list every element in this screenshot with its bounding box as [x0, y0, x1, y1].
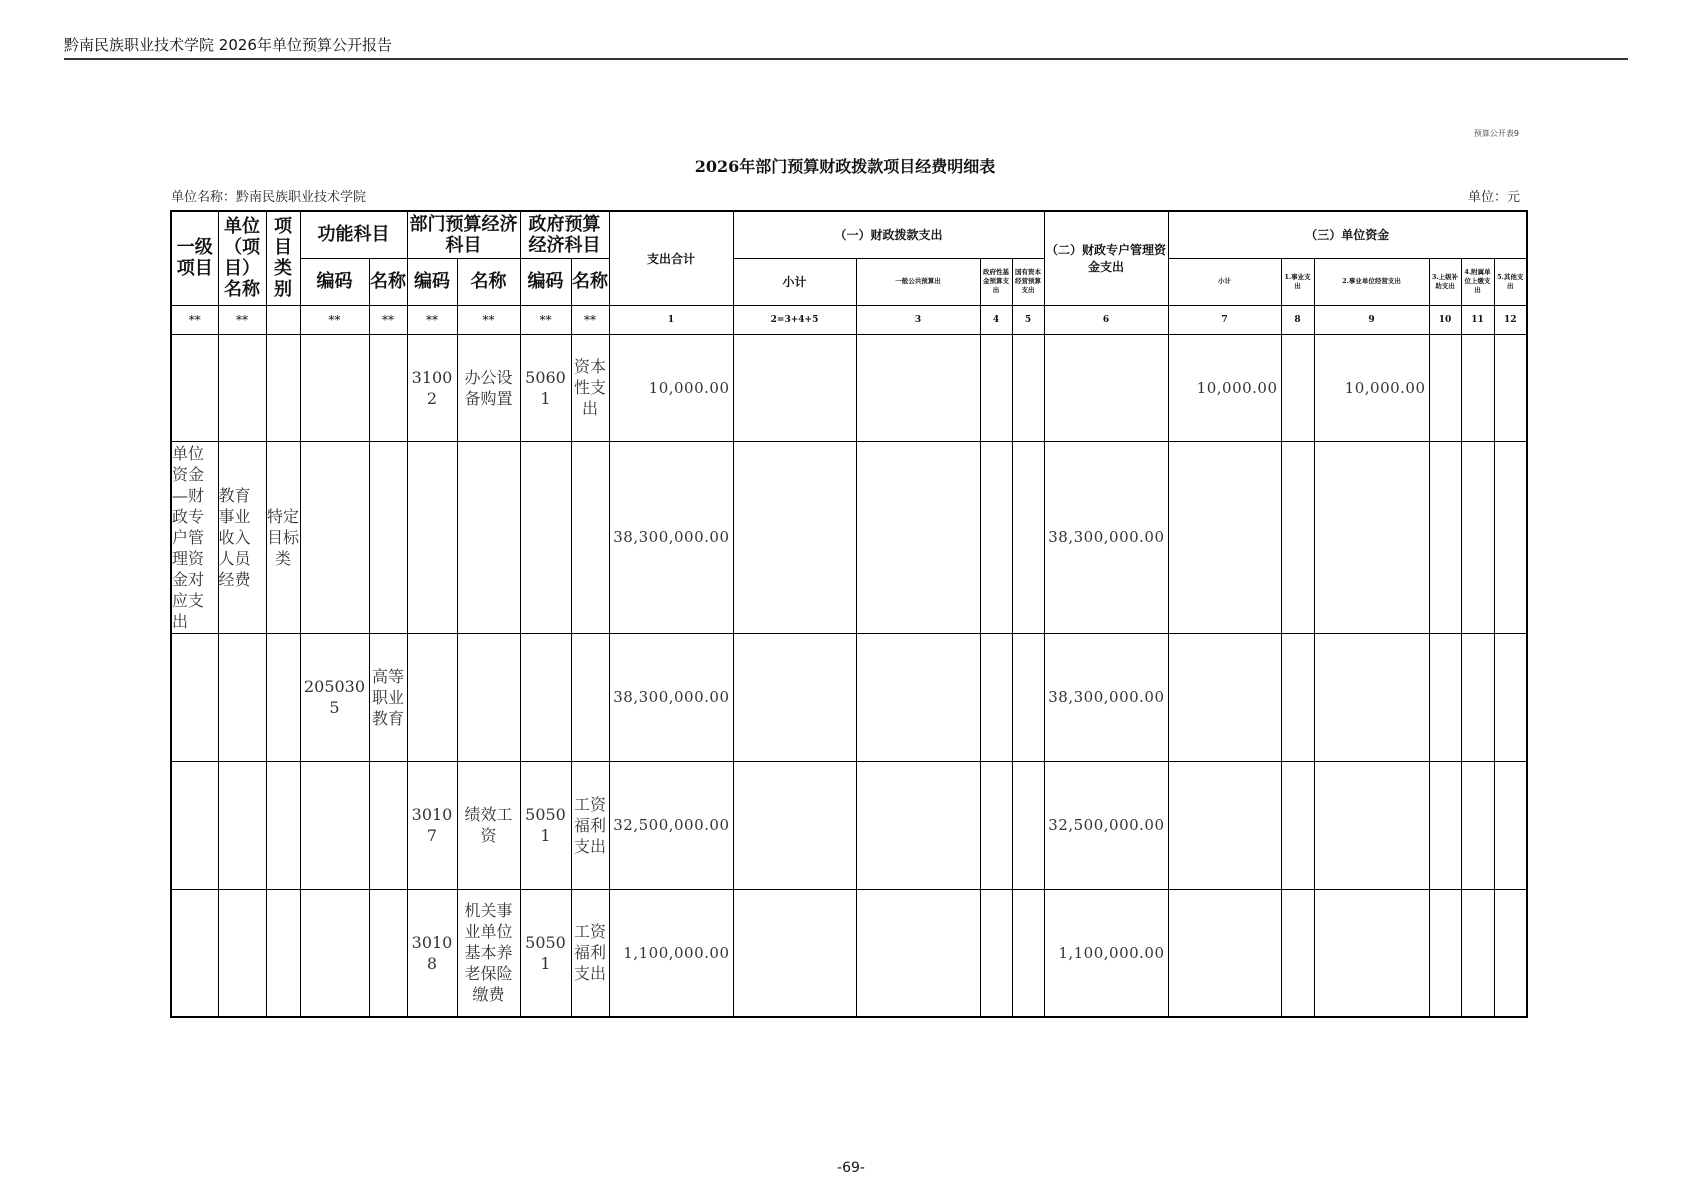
cell-dept-name — [457, 633, 520, 761]
cell-own-subtotal — [1168, 633, 1281, 761]
cell-total: 38,300,000.00 — [609, 441, 733, 633]
col-dept-econ-subject: 部门预算经济科目 — [407, 211, 520, 258]
cell-type: 特定目标类 — [266, 441, 300, 633]
cell-subtotal — [733, 761, 856, 889]
cell-dept-name: 绩效工资 — [457, 761, 520, 889]
index-cell: 8 — [1281, 305, 1314, 334]
index-cell: 12 — [1494, 305, 1527, 334]
cell-c12 — [1494, 761, 1527, 889]
table-row — [171, 441, 1527, 633]
cell-func-code: 2050305 — [300, 633, 369, 761]
index-cell: ** — [369, 305, 407, 334]
cell-gov-name — [571, 633, 609, 761]
cell-subtotal — [733, 633, 856, 761]
cell-gov-name: 工资福利支出 — [571, 761, 609, 889]
col-project-type: 项目类别 — [266, 211, 300, 305]
cell-func-code — [300, 889, 369, 1017]
cell-func-name — [369, 761, 407, 889]
cell-own-subtotal — [1168, 441, 1281, 633]
cell-total: 1,100,000.00 — [609, 889, 733, 1017]
cell-level1 — [171, 633, 218, 761]
col-other-expense: 5.其他支出 — [1494, 258, 1527, 305]
cell-unit — [218, 633, 266, 761]
col-affiliate-payment: 4.附属单位上缴支出 — [1461, 258, 1494, 305]
cell-dept-code: 31002 — [407, 334, 457, 441]
cell-func-code — [300, 761, 369, 889]
cell-c9: 10,000.00 — [1314, 334, 1429, 441]
index-cell: ** — [520, 305, 571, 334]
col-general-budget: 一般公共预算出 — [856, 258, 980, 305]
table-title: 2026年部门预算财政拨款项目经费明细表 — [694, 157, 996, 176]
index-cell: 2=3+4+5 — [733, 305, 856, 334]
cell-subtotal — [733, 889, 856, 1017]
cell-c8 — [1281, 889, 1314, 1017]
cell-c10 — [1429, 334, 1461, 441]
cell-c9 — [1314, 441, 1429, 633]
cell-unit — [218, 761, 266, 889]
cell-level1: 单位资金—财政专户管理资金对应支出 — [171, 441, 218, 633]
cell-c11 — [1461, 889, 1494, 1017]
cell-gov-code: 50501 — [520, 889, 571, 1017]
table-row — [171, 761, 1527, 889]
col-dept-code: 编码 — [407, 258, 457, 305]
index-cell: ** — [571, 305, 609, 334]
currency-unit-label: 单位：元 — [1467, 190, 1520, 205]
cell-c11 — [1461, 633, 1494, 761]
cell-func-name: 高等职业教育 — [369, 633, 407, 761]
report-header-title: 黔南民族职业技术学院 2026年单位预算公开报告 — [64, 36, 392, 54]
cell-type — [266, 889, 300, 1017]
cell-level1 — [171, 889, 218, 1017]
budget-detail-table — [170, 210, 1528, 1018]
cell-c12 — [1494, 889, 1527, 1017]
table-row — [171, 334, 1527, 441]
cell-type — [266, 633, 300, 761]
cell-general — [856, 633, 980, 761]
cell-c9 — [1314, 761, 1429, 889]
unit-name-label: 单位名称：黔南民族职业技术学院 — [171, 190, 367, 205]
cell-unit — [218, 889, 266, 1017]
cell-gov-name — [571, 441, 609, 633]
cell-total: 32,500,000.00 — [609, 761, 733, 889]
cell-gov-code — [520, 441, 571, 633]
cell-gov-name: 工资福利支出 — [571, 889, 609, 1017]
index-cell: ** — [218, 305, 266, 334]
cell-stateown — [1012, 633, 1044, 761]
cell-dept-name — [457, 441, 520, 633]
cell-c8 — [1281, 633, 1314, 761]
index-cell: 4 — [980, 305, 1012, 334]
col-business-operating: 2.事业单位经营支出 — [1314, 258, 1429, 305]
cell-c9 — [1314, 889, 1429, 1017]
cell-special — [1044, 334, 1168, 441]
header-divider — [64, 58, 1628, 60]
col-unit-funds: （三）单位资金 — [1168, 211, 1527, 258]
cell-type — [266, 761, 300, 889]
cell-gov-code: 50501 — [520, 761, 571, 889]
cell-general — [856, 889, 980, 1017]
cell-total: 10,000.00 — [609, 334, 733, 441]
cell-c10 — [1429, 761, 1461, 889]
col-own-subtotal: 小计 — [1168, 258, 1281, 305]
col-gov-econ-subject: 政府预算经济科目 — [520, 211, 609, 258]
table-number: 预算公开表9 — [1473, 129, 1519, 138]
col-fiscal-subtotal: 小计 — [733, 258, 856, 305]
page-number: -69- — [837, 1160, 865, 1176]
cell-subtotal — [733, 441, 856, 633]
col-fiscal-appropriation: （一）财政拨款支出 — [733, 211, 1044, 258]
index-cell: 1 — [609, 305, 733, 334]
col-gov-fund: 政府性基金预算支出 — [980, 258, 1012, 305]
cell-special: 32,500,000.00 — [1044, 761, 1168, 889]
cell-func-name — [369, 441, 407, 633]
col-dept-name: 名称 — [457, 258, 520, 305]
cell-govfund — [980, 633, 1012, 761]
index-cell: 7 — [1168, 305, 1281, 334]
col-gov-name: 名称 — [571, 258, 609, 305]
col-superior-subsidy: 3.上级补助支出 — [1429, 258, 1461, 305]
cell-func-code — [300, 441, 369, 633]
cell-level1 — [171, 334, 218, 441]
cell-total: 38,300,000.00 — [609, 633, 733, 761]
cell-stateown — [1012, 761, 1044, 889]
cell-c11 — [1461, 441, 1494, 633]
cell-c11 — [1461, 761, 1494, 889]
index-cell: 9 — [1314, 305, 1429, 334]
cell-unit: 教育事业收入人员经费 — [218, 441, 266, 633]
cell-special: 1,100,000.00 — [1044, 889, 1168, 1017]
cell-govfund — [980, 889, 1012, 1017]
cell-stateown — [1012, 441, 1044, 633]
cell-level1 — [171, 761, 218, 889]
cell-c10 — [1429, 441, 1461, 633]
cell-c11 — [1461, 334, 1494, 441]
cell-type — [266, 334, 300, 441]
cell-gov-code: 50601 — [520, 334, 571, 441]
cell-special: 38,300,000.00 — [1044, 633, 1168, 761]
col-special-account: （二）财政专户管理资金支出 — [1044, 211, 1168, 305]
index-cell: ** — [300, 305, 369, 334]
col-gov-code: 编码 — [520, 258, 571, 305]
cell-own-subtotal — [1168, 761, 1281, 889]
cell-dept-code — [407, 441, 457, 633]
cell-dept-code — [407, 633, 457, 761]
cell-unit — [218, 334, 266, 441]
index-cell: 5 — [1012, 305, 1044, 334]
col-func-code: 编码 — [300, 258, 369, 305]
cell-special: 38,300,000.00 — [1044, 441, 1168, 633]
cell-c9 — [1314, 633, 1429, 761]
col-func-name: 名称 — [369, 258, 407, 305]
cell-c12 — [1494, 334, 1527, 441]
cell-gov-code — [520, 633, 571, 761]
col-business-expense: 1.事业支出 — [1281, 258, 1314, 305]
cell-subtotal — [733, 334, 856, 441]
index-cell: 11 — [1461, 305, 1494, 334]
cell-own-subtotal: 10,000.00 — [1168, 334, 1281, 441]
col-state-capital: 国有资本经营预算支出 — [1012, 258, 1044, 305]
cell-c8 — [1281, 761, 1314, 889]
cell-govfund — [980, 334, 1012, 441]
cell-stateown — [1012, 889, 1044, 1017]
cell-general — [856, 761, 980, 889]
cell-dept-name: 办公设备购置 — [457, 334, 520, 441]
table-row — [171, 633, 1527, 761]
cell-own-subtotal — [1168, 889, 1281, 1017]
cell-dept-name: 机关事业单位基本养老保险缴费 — [457, 889, 520, 1017]
index-cell: ** — [171, 305, 218, 334]
cell-c8 — [1281, 441, 1314, 633]
index-cell: ** — [407, 305, 457, 334]
col-total-expense: 支出合计 — [609, 211, 733, 305]
cell-func-name — [369, 334, 407, 441]
index-cell: 3 — [856, 305, 980, 334]
col-level1-project: 一级项目 — [171, 211, 218, 305]
index-row — [171, 305, 1527, 334]
index-cell — [266, 305, 300, 334]
index-cell: 10 — [1429, 305, 1461, 334]
cell-dept-code: 30107 — [407, 761, 457, 889]
cell-general — [856, 441, 980, 633]
cell-c10 — [1429, 633, 1461, 761]
cell-c8 — [1281, 334, 1314, 441]
cell-general — [856, 334, 980, 441]
cell-stateown — [1012, 334, 1044, 441]
cell-c10 — [1429, 889, 1461, 1017]
cell-dept-code: 30108 — [407, 889, 457, 1017]
cell-c12 — [1494, 633, 1527, 761]
col-function-subject: 功能科目 — [300, 211, 407, 258]
cell-govfund — [980, 761, 1012, 889]
cell-func-code — [300, 334, 369, 441]
index-cell: ** — [457, 305, 520, 334]
col-unit-project-name: 单位（项目）名称 — [218, 211, 266, 305]
cell-govfund — [980, 441, 1012, 633]
cell-func-name — [369, 889, 407, 1017]
cell-gov-name: 资本性支出 — [571, 334, 609, 441]
index-cell: 6 — [1044, 305, 1168, 334]
cell-c12 — [1494, 441, 1527, 633]
table-row — [171, 889, 1527, 1017]
